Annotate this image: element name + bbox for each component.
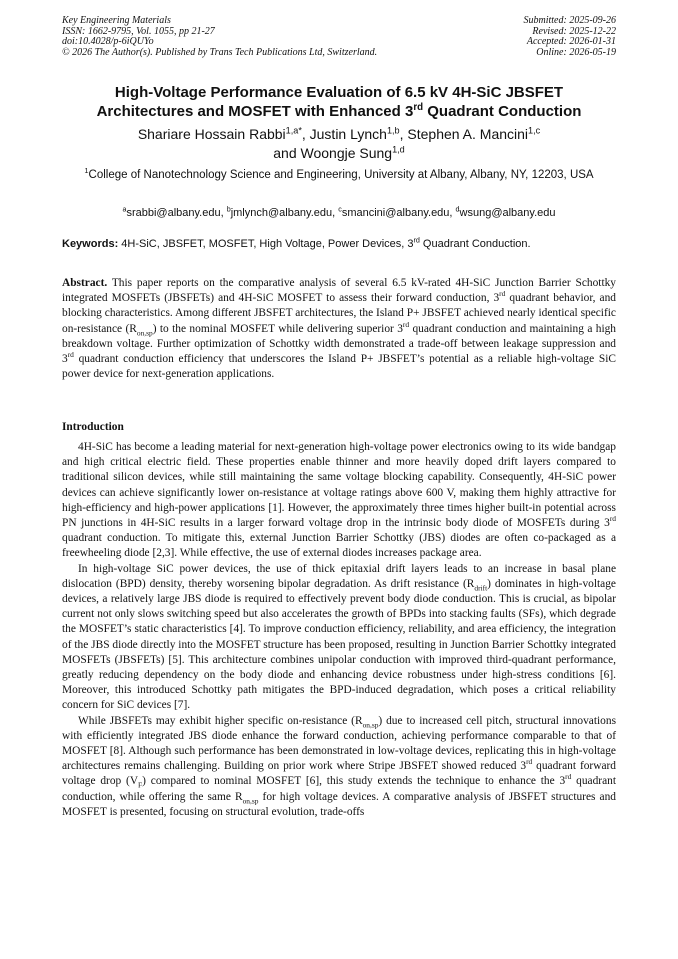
abstract-label: Abstract. — [62, 277, 108, 289]
author-name: and Woongje Sung — [273, 145, 393, 161]
keywords: Keywords: 4H-SiC, JBSFET, MOSFET, High Voltage, Power Devices, 3rd Quadrant Conduction. — [62, 236, 531, 250]
paragraph: While JBSFETs may exhibit higher specific on-resistance $(R_{on,sp})$ due to increased cell pitch, structural innovations with efficiently integrated JBS diode enhance the forward conduction, achieving performance comparable to that of MOSFET [8]. Although such performance has been demonstrated in low-voltage devices, replicating this in high-voltage architectures remains challenging. Building on prior work where Stripe JBSFET showed reduced 3rd quadrant forward voltage drop $(V_F)$ compared to nominal MOSFET [6], this study extends the technique to enhance the 3rd quadrant conduction, while offering the same $R_{on,sp}$ for high voltage devices. A comparative analysis of JBSFET structures and MOSFET is presented, focusing on structural evolution, trade-offs — [62, 714, 617, 818]
paragraph: In high-voltage SiC power devices, the use of thick epitaxial drift layers leads to an increase in basal plane dislocation (BPD) density, thereby worsening bipolar degradation. As drift resistance $(R_{drift})$ dominates in high-voltage devices, a relatively large JBS diode is required to effectively prevent body diode conduction. This is crucial, as bipolar current not only slows switching speed but also accelerates the growth of BPDs into stacking faults (SFs), which degrade the MOSFET’s static characteristics [4]. To improve conduction efficiency, reliability, and area efficiency, the integration of the JBS diode directly into the MOSFET structure has been proposed, resulting in Junction Barrier Schottky integrated MOSFETs (JBSFETs) [5]. This architecture combines unipolar conduction with improved third-quadrant performance, greatly reducing dependency on the body diode and enhancing device robustness under high-stress conditions [6]. Moreover, this introduced Schottky path mitigates the BPD-induced degradation, which poses a critical reliability concern for SiC devices [7]. — [62, 562, 616, 712]
email-link[interactable]: wsung@albany.edu — [459, 207, 556, 219]
author-list — [40, 125, 638, 163]
section-heading-introduction: Introduction — [62, 421, 124, 433]
online-date: Online: 2026-05-19 — [536, 46, 616, 58]
paragraph: 4H-SiC has become a leading material for next-generation high-voltage power electronics owing to its wide bandgap and high critical electric field. These properties enable thinner and more heavily doped drift layers compared to traditional silicon devices, while still maintaining the same voltage blocking capability. Consequently, 4H-SiC power devices can achieve significantly lower on-resistance at voltage ratings above 600 V, making them highly attractive for high-efficiency and high-power applications [1]. However, the approximately three times higher built-in potential across PN junctions in 4H-SiC results in a larger forward voltage drop in the intrinsic body diode of MOSFETs during 3rd quadrant conduction. To mitigate this, external Junction Barrier Schottky (JBS) diodes are often co-packaged as a freewheeling diode [2,3]. While effective, the use of external diodes increases package area. — [62, 441, 616, 560]
author-emails: $^a$srabbi@albany.edu, $^b$jmlynch@albany.edu, $^c$smancini@albany.edu, $^d$wsung@albany.edu — [122, 205, 556, 219]
author-name: Shariare Hossain Rabbi — [137, 126, 286, 142]
keywords-label: Keywords: — [62, 238, 119, 250]
journal-header-right — [524, 16, 617, 58]
author-line-2: and Woongje Sung$^{1,d}$ — [273, 144, 405, 161]
copyright-line: © 2026 The Author(s). Published by Trans Tech Publications Ltd, Switzerland. — [62, 46, 378, 58]
email-link[interactable]: srabbi@albany.edu, — [126, 207, 227, 219]
journal-header-left — [62, 16, 377, 58]
paper-title — [40, 83, 638, 121]
email-link[interactable]: jmlynch@albany.edu, — [230, 207, 339, 219]
author-name: , Stephen A. Mancini — [399, 126, 529, 142]
doi-line[interactable]: doi:10.4028/p-6iQUYo — [62, 36, 154, 48]
accepted-date: Accepted: 2026-01-31 — [526, 36, 616, 48]
title-line-2: Architectures and MOSFET with Enhanced 3rd Quadrant Conduction — [96, 102, 582, 120]
introduction-body — [62, 440, 616, 820]
author-name: , Justin Lynch — [301, 126, 387, 142]
issn-line: ISSN: 1662-9795, Vol. 1055, pp 21-27 — [62, 25, 215, 37]
title-line-1: High-Voltage Performance Evaluation of 6.5 kV 4H-SiC JBSFET — [114, 84, 564, 101]
journal-name: Key Engineering Materials — [62, 15, 171, 26]
submitted-date: Submitted: 2025-09-26 — [523, 15, 616, 26]
affiliation: $^1$College of Nanotechnology Science and Engineering, University at Albany, Albany, NY, 12203, USA — [84, 166, 594, 181]
abstract: Abstract. This paper reports on the comparative analysis of several 6.5 kV-rated 4H-SiC Junction Barrier Schottky integrated MOSFETs (JBSFETs) and 4H-SiC MOSFET to assess their forward conduction, 3rd quadrant behavior, and blocking characteristics. Among different JBSFET architectures, the Island P+ JBSFET achieved nearly identical specific on-resistance $(R_{on,sp})$ to the nominal MOSFET while delivering superior 3rd quadrant conduction and maintaining a high breakdown voltage. Further optimization of Schottky width demonstrated a trade-off between leakage suppression and 3rd quadrant conduction efficiency that underscores the Island P+ JBSFET’s potential as a reliable high-voltage SiC power device for next-generation applications. — [62, 277, 617, 381]
email-link[interactable]: smancini@albany.edu, — [341, 207, 456, 219]
revised-date: Revised: 2025-12-22 — [532, 25, 616, 37]
author-line-1: Shariare Hossain Rabbi$^{1,a*}$, Justin Lynch$^{1,b}$, Stephen A. Mancini$^{1,c}$ — [137, 125, 541, 142]
